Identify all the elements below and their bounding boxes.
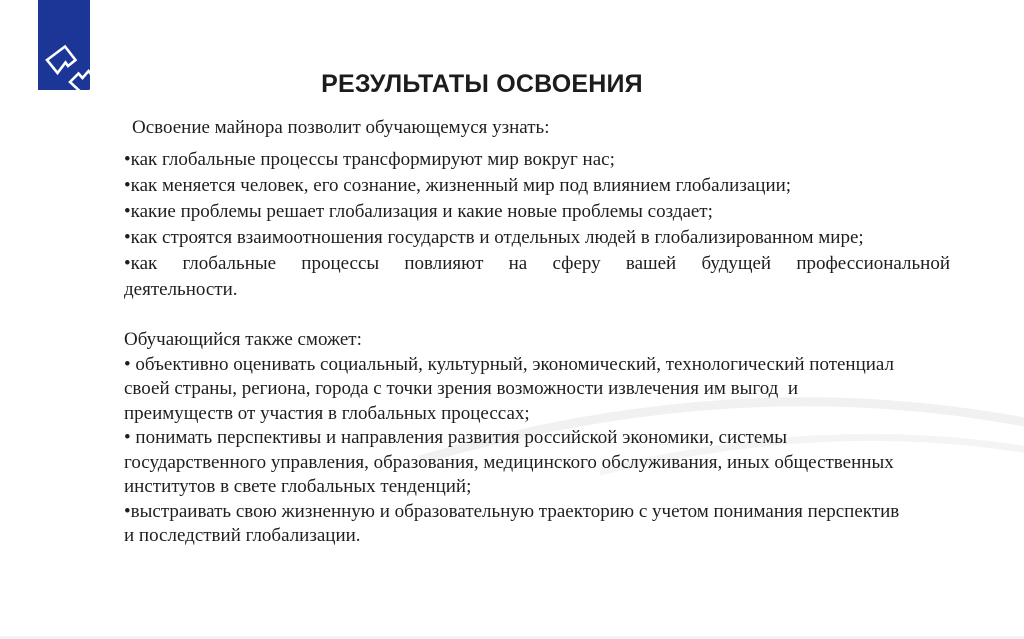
bullet-item: •выстраивать свою жизненную и образовательную траекторию с учетом понимания перспектив <box>124 500 900 522</box>
bullet-item-continuation: институтов в свете глобальных тенденций; <box>124 476 472 497</box>
bullet-item-continuation: деятельности. <box>124 279 238 300</box>
section2-intro: Обучающийся также сможет: <box>124 329 362 350</box>
bullet-item-continuation: государственного управления, образования, медицинского обслуживания, иных общественных <box>124 451 894 473</box>
bullet-item: • понимать перспективы и направления развития российской экономики, системы <box>124 427 788 448</box>
bullet-item: • объективно оценивать социальный, культурный, экономический, технологический потенциал <box>124 353 895 375</box>
spacer <box>124 303 950 328</box>
bullet-item-justified: •как глобальные процессы повлияют на сферу вашей будущей профессиональной <box>124 253 950 274</box>
bullet-item: •как меняется человек, его сознание, жизненный мир под влиянием глобализации; <box>124 175 792 196</box>
bullet-item-continuation: своей страны, региона, города с точки зрения возможности извлечения им выгод и <box>124 378 799 399</box>
abilities-section <box>124 328 950 549</box>
bullet-item: •как строятся взаимоотношения государств и отдельных людей в глобализированном мире; <box>124 227 864 248</box>
bullet-item-continuation: и последствий глобализации. <box>124 525 361 546</box>
brand-bar <box>38 0 90 90</box>
bullet-item-continuation: преимуществ от участия в глобальных процессах; <box>124 402 530 424</box>
page-title: РЕЗУЛЬТАТЫ ОСВОЕНИЯ <box>321 70 643 98</box>
slide-body <box>124 115 950 549</box>
learning-outcomes-section <box>124 115 950 303</box>
section1-intro: Освоение майнора позволит обучающемуся узнать: <box>132 117 550 138</box>
open-books-icon <box>38 0 90 90</box>
bullet-item: •как глобальные процессы трансформируют мир вокруг нас; <box>124 149 615 170</box>
bullet-item: •какие проблемы решает глобализация и какие новые проблемы создает; <box>124 201 713 222</box>
